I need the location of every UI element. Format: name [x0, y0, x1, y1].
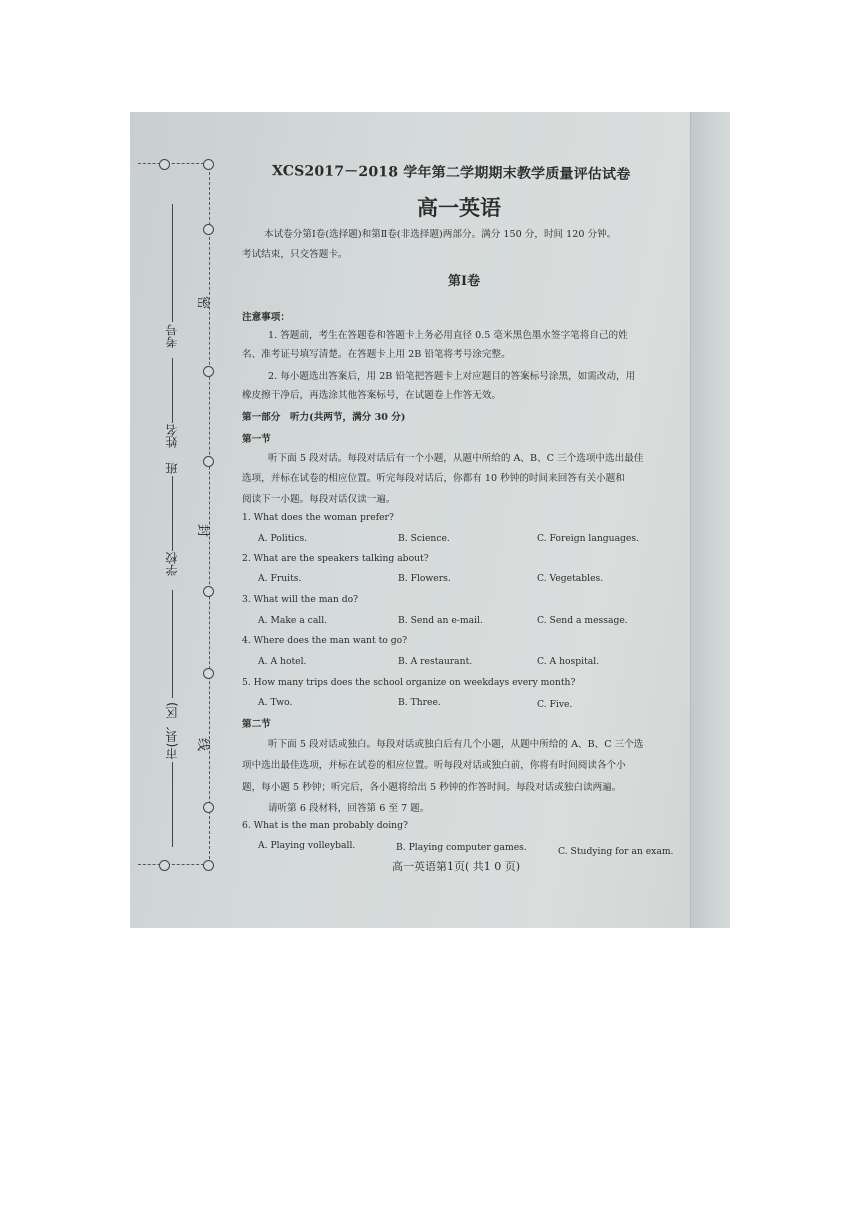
city-line — [172, 762, 173, 847]
cut-line-top — [138, 163, 204, 164]
option-a: A. Make a call. — [258, 615, 328, 626]
notice-text: 1. 答题前，考生在答题卷和答题卡上务必用直径 0.5 毫米黑色墨水签字笔将自己的姓 — [268, 330, 628, 341]
binding-ring — [203, 668, 214, 679]
option-c: C. Studying for an exam. — [558, 846, 674, 857]
binding-ring — [203, 456, 214, 467]
option-b: B. Playing computer games. — [396, 842, 527, 853]
option-a: A. A hotel. — [258, 656, 307, 667]
class-line — [172, 476, 173, 551]
binding-ring — [159, 860, 170, 871]
notice-heading: 注意事项： — [242, 312, 290, 323]
option-c: C. Send a message. — [537, 615, 628, 626]
seal-dashed-line — [209, 167, 210, 864]
binding-ring — [203, 159, 214, 170]
option-c: C. A hospital. — [537, 656, 600, 667]
part-heading: 第一部分 听力(共两节，满分 30 分) — [242, 412, 406, 423]
binding-ring — [203, 224, 214, 235]
name-line — [172, 358, 173, 423]
seal-mark-bottom: 线 — [195, 737, 211, 752]
section-instructions: 请听第 6 段材料，回答第 6 至 7 题。 — [268, 803, 430, 814]
option-b: B. Three. — [398, 697, 441, 708]
class-label: 班 — [165, 462, 179, 474]
option-c: C. Vegetables. — [537, 573, 604, 584]
name-label: 姓名 — [165, 424, 179, 448]
section-instructions: 选项，并标在试卷的相应位置。听完每段对话后，你都有 10 秒钟的时间来回答有关小题和 — [242, 473, 625, 484]
question-text: 4. Where does the man want to go? — [242, 635, 408, 646]
binding-ring — [159, 159, 170, 170]
question-text: 5. How many trips does the school organize on weekdays every month? — [242, 677, 576, 688]
option-c: C. Five. — [537, 699, 573, 710]
school-line — [172, 590, 173, 698]
exam-photo — [130, 112, 730, 928]
option-b: B. Flowers. — [398, 573, 451, 584]
question-text: 2. What are the speakers talking about? — [242, 553, 429, 564]
intro-line: 考试结束，只交答题卡。 — [242, 249, 348, 260]
exam-no-label: 考号 — [165, 324, 179, 348]
binding-ring — [203, 860, 214, 871]
page-footer: 高一英语第1页( 共1 0 页) — [392, 860, 521, 873]
binding-ring — [203, 586, 214, 597]
binding-ring — [203, 802, 214, 813]
intro-line: 本试卷分第Ⅰ卷(选择题)和第Ⅱ卷(非选择题)两部分。满分 150 分，时间 120 分钟。 — [264, 229, 617, 240]
question-text: 1. What does the woman prefer? — [242, 512, 394, 523]
question-text: 3. What will the man do? — [242, 594, 359, 605]
notice-text: 橡皮擦干净后，再选涂其他答案标号，在试题卷上作答无效。 — [242, 390, 502, 401]
option-a: A. Fruits. — [258, 573, 302, 584]
school-label: 学校 — [165, 552, 179, 576]
option-a: A. Playing volleyball. — [258, 840, 356, 851]
option-a: A. Politics. — [258, 533, 308, 544]
option-c: C. Foreign languages. — [537, 533, 639, 544]
subject-title: 高一英语 — [417, 195, 501, 220]
binding-margin — [130, 112, 240, 928]
option-b: B. A restaurant. — [398, 656, 473, 667]
question-text: 6. What is the man probably doing? — [242, 820, 408, 831]
notice-text: 名、准考证号填写清楚。在答题卡上用 2B 铅笔将考号涂完整。 — [242, 349, 511, 360]
option-b: B. Send an e-mail. — [398, 615, 483, 626]
section-instructions: 听下面 5 段对话或独白。每段对话或独白后有几个小题，从题中所给的 A、B、C 三个选 — [268, 739, 644, 750]
section-instructions: 项中选出最佳选项，并标在试卷的相应位置。听每段对话或独白前，你将有时间阅读各个小 — [242, 760, 626, 771]
section-instructions: 题，每小题 5 秒钟；听完后，各小题将给出 5 秒钟的作答时间。每段对话或独白读两遍。 — [242, 782, 622, 793]
section-heading: 第一节 — [242, 434, 271, 445]
exam-no-line — [172, 204, 173, 322]
section-instructions: 听下面 5 段对话。每段对话后有一个小题，从题中所给的 A、B、C 三个选项中选出最佳 — [268, 453, 644, 464]
adjacent-page-edge — [690, 112, 730, 928]
exam-title: XCS2017－2018 学年第二学期期末教学质量评估试卷 — [271, 163, 631, 183]
option-b: B. Science. — [398, 533, 450, 544]
section-heading: 第二节 — [242, 719, 271, 730]
seal-mark-top: 密 — [195, 295, 211, 310]
city-label: 市(县、区) — [165, 702, 179, 760]
volume-title: 第Ⅰ卷 — [448, 274, 481, 289]
cut-line-bottom — [138, 864, 204, 865]
seal-mark-middle: 封 — [195, 523, 211, 538]
binding-ring — [203, 366, 214, 377]
option-a: A. Two. — [258, 697, 293, 708]
notice-text: 2. 每小题选出答案后，用 2B 铅笔把答题卡上对应题目的答案标号涂黑，如需改动，用 — [268, 371, 636, 382]
section-instructions: 阅读下一小题。每段对话仅读一遍。 — [242, 494, 396, 505]
